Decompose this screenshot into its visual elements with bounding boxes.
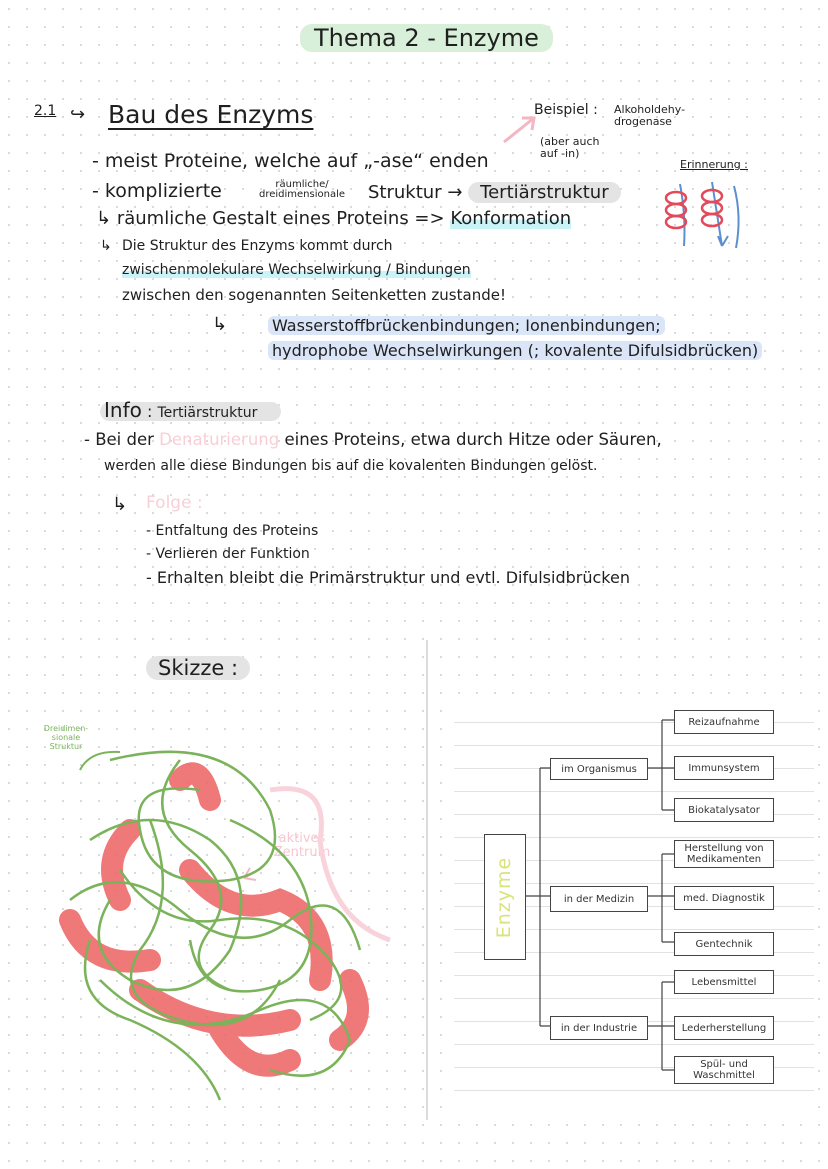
tree-leaf: med. Diagnostik xyxy=(674,886,774,910)
bullet-bonds-line1: Die Struktur des Enzyms kommt durch xyxy=(122,238,393,254)
enzyme-sketch xyxy=(30,720,430,1120)
tree-leaf: Immunsystem xyxy=(674,756,774,780)
info-header: Info : Tertiärstruktur xyxy=(100,398,281,422)
tree-group: in der Industrie xyxy=(550,1016,648,1040)
divider xyxy=(426,640,428,1120)
structure-note: räumliche/ dreidimensionale xyxy=(258,179,346,200)
annotation-3d-structure: Dreidimen- sionale Struktur xyxy=(43,724,89,751)
folge-label: Folge : xyxy=(146,493,203,513)
bullet-bonds-line2: zwischenmolekulare Wechselwirkung / Bindungen xyxy=(122,262,471,278)
bullet-structure: - komplizierte xyxy=(92,180,222,202)
page-title: Thema 2 - Enzyme xyxy=(300,24,553,52)
structure-line-b: Struktur → Tertiärstruktur xyxy=(368,182,621,203)
folge-item: - Erhalten bleibt die Primärstruktur und evtl. Difulsidbrücken xyxy=(146,568,630,587)
reminder-label: Erinnerung : xyxy=(680,158,748,171)
info-line2: werden alle diese Bindungen bis auf die kovalenten Bindungen gelöst. xyxy=(104,458,598,474)
folge-item: - Verlieren der Funktion xyxy=(146,546,310,562)
tree-leaf: Reizaufnahme xyxy=(674,710,774,734)
tree-leaf: Herstellung von Medikamenten xyxy=(674,840,774,868)
folge-item: - Entfaltung des Proteins xyxy=(146,523,319,539)
sketch-label: Skizze : xyxy=(146,656,250,680)
tree-leaf: Gentechnik xyxy=(674,932,774,956)
tree-leaf: Spül- und Waschmittel xyxy=(674,1056,774,1084)
bullet-examples-line2: hydrophobe Wechselwirkungen (; kovalente Difulsidbrücken) xyxy=(268,341,762,360)
annotation-active-site: aktives Zentrum xyxy=(273,831,331,860)
bullet-examples-line1: Wasserstoffbrückenbindungen; Ionenbindungen; xyxy=(268,316,665,335)
tree-leaf: Biokatalysator xyxy=(674,798,774,822)
bullet-examples-prefix: ↳ xyxy=(212,314,228,335)
section-number: 2.1 xyxy=(34,103,57,119)
section-heading: Bau des Enzyms xyxy=(108,100,314,129)
tree-leaf: Lebensmittel xyxy=(674,970,774,994)
bullet-conformation: ↳ räumliche Gestalt eines Proteins => Konformation xyxy=(96,208,572,229)
bullet-bonds-line3: zwischen den sogenannten Seitenketten zustande! xyxy=(122,286,506,304)
example-text: Alkoholdehy- drogenase xyxy=(614,103,686,128)
folge-prefix: ↳ xyxy=(112,494,128,515)
bullet-bonds-prefix: ↳ xyxy=(100,238,112,254)
example-label: Beispiel : xyxy=(534,102,598,118)
example-note: (aber auch auf -in) xyxy=(540,135,600,160)
tree-group: im Organismus xyxy=(550,758,648,780)
arrow-icon: ↪ xyxy=(70,104,86,125)
tree-group: in der Medizin xyxy=(550,886,648,912)
bullet-proteins: - meist Proteine, welche auf „-ase“ enden xyxy=(92,150,489,172)
tree-root: Enzyme xyxy=(484,834,526,960)
helix-sketch-icon xyxy=(656,176,748,256)
tree-leaf: Lederherstellung xyxy=(674,1016,774,1040)
info-line1: - Bei der Denaturierung eines Proteins, etwa durch Hitze oder Säuren, xyxy=(84,430,662,449)
